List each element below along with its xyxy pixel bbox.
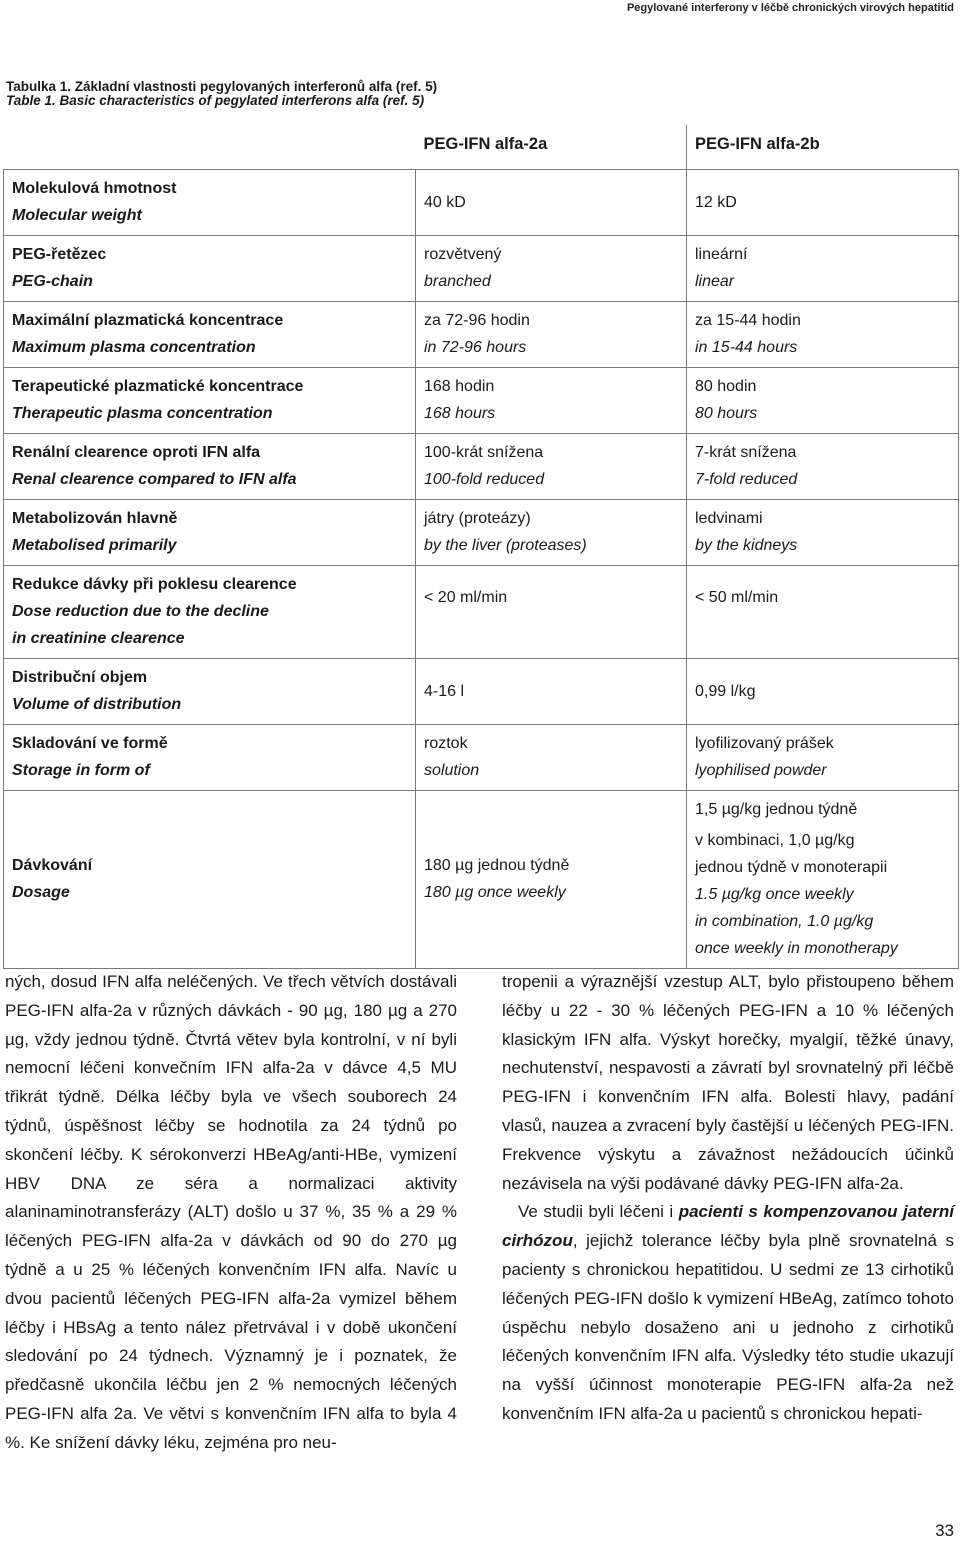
value-2a: 180 µg jednou týdně 180 µg once weekly bbox=[416, 791, 687, 969]
table-row bbox=[4, 434, 959, 500]
property-label: Metabolizován hlavně Metabolised primarily bbox=[4, 500, 416, 566]
running-header: Pegylované interferony v léčbě chronických virových hepatitid bbox=[626, 2, 954, 14]
value-2a: 100-krát snížena 100-fold reduced bbox=[416, 434, 687, 500]
property-label: Terapeutické plazmatické koncentrace Therapeutic plasma concentration bbox=[4, 368, 416, 434]
property-label: Redukce dávky při poklesu clearence Dose reduction due to the decline in creatinine clearence bbox=[4, 566, 416, 659]
table-row bbox=[4, 500, 959, 566]
value-2b: 0,99 l/kg bbox=[687, 659, 959, 725]
property-label: Maximální plazmatická koncentrace Maximum plasma concentration bbox=[4, 302, 416, 368]
value-2a: < 20 ml/min bbox=[416, 566, 687, 659]
value-2b: 1,5 µg/kg jednou týdně v kombinaci, 1,0 µg/kg jednou týdně v monoterapii 1.5 µg/kg once weekly in combination, 1.0 µg/kg once weekly in monotherapy bbox=[687, 791, 959, 969]
header-empty bbox=[4, 125, 416, 170]
property-label: Molekulová hmotnost Molecular weight bbox=[4, 170, 416, 236]
properties-table bbox=[3, 125, 959, 969]
value-2b: lineární linear bbox=[687, 236, 959, 302]
value-2a: za 72-96 hodin in 72-96 hours bbox=[416, 302, 687, 368]
table-row bbox=[4, 236, 959, 302]
table-caption-en: Table 1. Basic characteristics of pegylated interferons alfa (ref. 5) bbox=[6, 93, 425, 108]
value-2b: < 50 ml/min bbox=[687, 566, 959, 659]
table-row bbox=[4, 791, 959, 969]
paragraph: ných, dosud IFN alfa neléčených. Ve třech větvích dostávali PEG-IFN alfa-2a v různých dávkách - 90 µg, 180 µg a 270 µg, vždy jednou týdně. Čtvrtá větev byla kontrolní, v ní byli nemocní léčeni konvečním IFN alfa-2a v dávce 4,5 MU třikrát týdně. Délka léčby byla ve všech souborech 24 týdnů, úspěšnost léčby se hodnotila za 24 týdnů po skončení léčby. K sérokonverzi HBeAg/anti-HBe, vymizení HBV DNA ze séra a normalizaci aktivity alaninaminotransferázy (ALT) došlo u 37 %, 35 % a 29 % léčených PEG-IFN alfa-2a v dávkách od 90 do 270 µg týdně a u 25 % léčených konvenčním IFN alfa. Navíc u dvou pacientů léčených PEG-IFN alfa-2a vymizel během léčby i HBsAg a tento nález přetrvával i v době ukončení sledování po 24 týdnech. Významný je i poznatek, že předčasně ukončila léčbu jen 2 % nemocných léčených PEG-IFN alfa 2a. Ve větvi s konvenčním IFN alfa to byla 4 %. Ke snížení dávky léku, zejména pro neu- bbox=[5, 972, 457, 1452]
value-2b: 7-krát snížena 7-fold reduced bbox=[687, 434, 959, 500]
property-label: Renální clearence oproti IFN alfa Renal clearence compared to IFN alfa bbox=[4, 434, 416, 500]
table-header-row bbox=[4, 125, 959, 170]
value-2a: játry (proteázy) by the liver (proteases) bbox=[416, 500, 687, 566]
header-peg-ifn-2a: PEG-IFN alfa-2a bbox=[416, 125, 687, 170]
table-row bbox=[4, 659, 959, 725]
body-column-right bbox=[502, 968, 954, 1429]
paragraph: Ve studii byli léčeni i pacienti s kompenzovanou jaterní cirhózou, jejichž tolerance léčby byla plně srovnatelná s pacienty s chronickou hepatitidou. U sedmi ze 13 cirhotiků léčených PEG-IFN došlo k vymizení HBeAg, zatímco tohoto úspěchu nebylo dosaženo ani u jednoho z cirhotiků léčených konvenčním IFN alfa. Výsledky této studie ukazují na vyšší účinnost monoterapie PEG-IFN alfa-2a než konvenčním IFN alfa-2a u pacientů s chronickou hepati- bbox=[502, 1202, 954, 1423]
page-number: 33 bbox=[935, 1521, 954, 1540]
paragraph: tropenii a výraznější vzestup ALT, bylo přistoupeno během léčby u 22 - 30 % léčených PEG-IFN a 10 % léčených klasickým IFN alfa. Výskyt horečky, myalgií, těžké únavy, nechutenství, nespavosti a závratí byl srovnatelný při léčbě PEG-IFN i konvenčním IFN alfa. Bolesti hlavy, padání vlasů, nauzea a zvracení byly častější u léčených PEG-IFN. Frekvence výskytu a závažnost nežádoucích účinků nezávisela na výši podávané dávky PEG-IFN alfa-2a. bbox=[502, 972, 954, 1193]
value-2a: roztok solution bbox=[416, 725, 687, 791]
value-2b: 12 kD bbox=[687, 170, 959, 236]
table-row bbox=[4, 170, 959, 236]
value-2a: 168 hodin 168 hours bbox=[416, 368, 687, 434]
property-label: PEG-řetězec PEG-chain bbox=[4, 236, 416, 302]
property-label: Skladování ve formě Storage in form of bbox=[4, 725, 416, 791]
header-peg-ifn-2b: PEG-IFN alfa-2b bbox=[687, 125, 959, 170]
value-2b: za 15-44 hodin in 15-44 hours bbox=[687, 302, 959, 368]
table-row bbox=[4, 368, 959, 434]
value-2b: lyofilizovaný prášek lyophilised powder bbox=[687, 725, 959, 791]
property-label: Distribuční objem Volume of distribution bbox=[4, 659, 416, 725]
value-2b: ledvinami by the kidneys bbox=[687, 500, 959, 566]
table-row bbox=[4, 566, 959, 659]
table-row bbox=[4, 725, 959, 791]
property-label: Dávkování Dosage bbox=[4, 791, 416, 969]
value-2a: rozvětvený branched bbox=[416, 236, 687, 302]
value-2b: 80 hodin 80 hours bbox=[687, 368, 959, 434]
table-row bbox=[4, 302, 959, 368]
value-2a: 4-16 l bbox=[416, 659, 687, 725]
table-caption-cz: Tabulka 1. Základní vlastnosti pegylovaných interferonů alfa (ref. 5) bbox=[6, 79, 438, 94]
body-column-left bbox=[5, 968, 457, 1458]
value-2a: 40 kD bbox=[416, 170, 687, 236]
emphasized-term: pacienti s kompenzovanou jaterní cirhózou bbox=[502, 1202, 954, 1251]
